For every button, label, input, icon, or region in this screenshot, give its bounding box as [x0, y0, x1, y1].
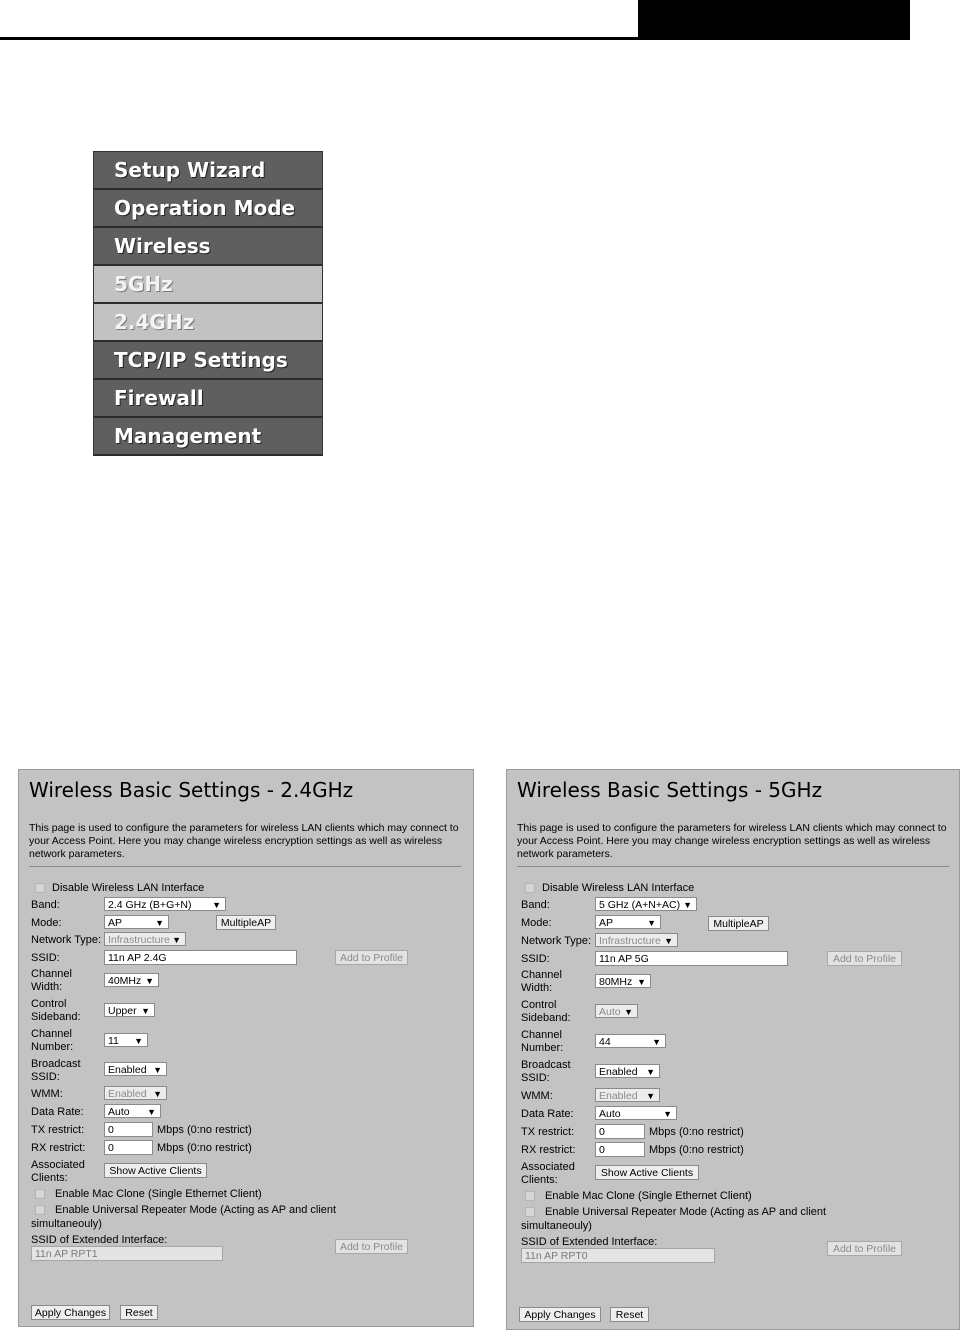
associated-clients-label-1: Associated — [31, 1159, 85, 1171]
mac-clone-checkbox[interactable] — [35, 1189, 45, 1199]
chevron-down-icon: ▼ — [134, 1036, 143, 1046]
header-tab — [638, 0, 910, 38]
multiple-ap-button[interactable]: MultipleAP — [216, 915, 276, 930]
associated-clients-label-1: Associated — [521, 1161, 575, 1173]
mode-select[interactable] — [595, 915, 661, 929]
band-select[interactable] — [104, 897, 226, 911]
chevron-down-icon: ▼ — [624, 1007, 633, 1017]
broadcast-ssid-label-2: SSID: — [31, 1071, 60, 1083]
sideband-label-2: Sideband: — [521, 1012, 571, 1024]
disable-wlan-checkbox[interactable] — [525, 883, 535, 893]
repeater-label-2: simultaneouly) — [521, 1220, 592, 1232]
extended-ssid-input[interactable]: 11n AP RPT0 — [521, 1248, 715, 1263]
extended-ssid-label: SSID of Extended Interface: — [521, 1236, 658, 1248]
data-rate-label: Data Rate: — [31, 1106, 84, 1118]
ssid-label: SSID: — [31, 952, 60, 964]
network-type-label: Network Type: — [31, 934, 102, 946]
sideband-label-1: Control — [31, 998, 67, 1010]
wmm-select[interactable] — [595, 1088, 660, 1102]
mode-label: Mode: — [521, 917, 552, 929]
channel-number-value: 44 — [599, 1036, 611, 1048]
chevron-down-icon: ▼ — [212, 900, 221, 910]
multiple-ap-button[interactable]: MultipleAP — [708, 916, 769, 931]
wmm-label: WMM: — [31, 1088, 63, 1100]
channel-width-select[interactable] — [104, 973, 159, 987]
band-select[interactable] — [595, 897, 697, 911]
page-description: This page is used to configure the parameters for wireless LAN clients which may connect to your Access Point. Here you may change wireless encryption settings as well as wireless network parameters. — [517, 822, 947, 860]
broadcast-ssid-label-1: Broadcast — [521, 1059, 571, 1071]
chevron-down-icon: ▼ — [155, 918, 164, 928]
add-to-profile-button[interactable]: Add to Profile — [335, 950, 408, 965]
sideband-select[interactable] — [595, 1004, 638, 1018]
menu-item-24ghz[interactable]: 2.4GHz — [94, 304, 322, 342]
band-value: 2.4 GHz (B+G+N) — [108, 899, 192, 911]
chevron-down-icon: ▼ — [683, 900, 692, 910]
chevron-down-icon: ▼ — [664, 936, 673, 946]
ssid-input[interactable]: 11n AP 5G — [595, 951, 788, 966]
chevron-down-icon: ▼ — [646, 1091, 655, 1101]
repeater-checkbox[interactable] — [525, 1207, 535, 1217]
channel-number-label-2: Number: — [521, 1042, 564, 1054]
rx-restrict-unit: Mbps (0:no restrict) — [649, 1144, 744, 1156]
sideband-select[interactable] — [104, 1003, 155, 1017]
extended-ssid-input[interactable]: 11n AP RPT1 — [31, 1246, 223, 1261]
chevron-down-icon: ▼ — [172, 935, 181, 945]
disable-wlan-label: Disable Wireless LAN Interface — [52, 882, 205, 894]
disable-wlan-label: Disable Wireless LAN Interface — [542, 882, 695, 894]
chevron-down-icon: ▼ — [652, 1037, 661, 1047]
reset-button[interactable]: Reset — [120, 1305, 158, 1320]
menu-item-firewall[interactable]: Firewall — [94, 380, 322, 418]
channel-width-value: 40MHz — [108, 975, 142, 987]
network-type-value: Infrastructure — [108, 934, 170, 946]
wmm-label: WMM: — [521, 1090, 553, 1102]
broadcast-ssid-label-1: Broadcast — [31, 1058, 81, 1070]
broadcast-ssid-select[interactable] — [104, 1062, 167, 1076]
data-rate-select[interactable] — [104, 1104, 161, 1118]
tx-restrict-input[interactable]: 0 — [595, 1124, 645, 1139]
page-title: Wireless Basic Settings - 5GHz — [517, 778, 823, 802]
associated-clients-label-2: Clients: — [521, 1174, 558, 1186]
associated-clients-label-2: Clients: — [31, 1172, 68, 1184]
add-to-profile-button[interactable]: Add to Profile — [827, 951, 902, 966]
network-type-select[interactable] — [595, 933, 678, 947]
broadcast-ssid-label-2: SSID: — [521, 1072, 550, 1084]
wmm-select[interactable] — [104, 1086, 167, 1100]
data-rate-label: Data Rate: — [521, 1108, 574, 1120]
chevron-down-icon: ▼ — [663, 1109, 672, 1119]
channel-width-select[interactable] — [595, 974, 651, 988]
show-active-clients-button[interactable]: Show Active Clients — [104, 1163, 207, 1178]
channel-width-value: 80MHz — [599, 976, 633, 988]
broadcast-ssid-value: Enabled — [599, 1066, 638, 1078]
sideband-label-1: Control — [521, 999, 557, 1011]
channel-number-value: 11 — [108, 1035, 119, 1047]
channel-number-label-2: Number: — [31, 1041, 74, 1053]
network-type-select[interactable] — [104, 932, 186, 946]
chevron-down-icon: ▼ — [145, 976, 154, 986]
mode-label: Mode: — [31, 917, 62, 929]
mode-value: AP — [108, 917, 123, 929]
band-label: Band: — [521, 899, 550, 911]
wireless-basic-panel-24ghz — [18, 769, 474, 1327]
apply-changes-button[interactable]: Apply Changes — [519, 1307, 601, 1322]
tx-restrict-label: TX restrict: — [521, 1126, 575, 1138]
menu-item-management[interactable]: Management — [94, 418, 322, 456]
extended-ssid-label: SSID of Extended Interface: — [31, 1234, 168, 1246]
tx-restrict-input[interactable]: 0 — [104, 1122, 153, 1137]
mode-select[interactable] — [104, 915, 169, 929]
mode-value: AP — [599, 917, 614, 929]
wmm-value: Enabled — [599, 1090, 638, 1102]
network-type-value: Infrastructure — [599, 935, 661, 947]
channel-width-label-2: Width: — [521, 982, 553, 994]
wmm-value: Enabled — [108, 1088, 147, 1100]
data-rate-value: Auto — [108, 1106, 130, 1118]
menu-item-operation-mode[interactable]: Operation Mode — [94, 190, 322, 228]
channel-width-label-1: Channel — [31, 968, 72, 980]
reset-button[interactable]: Reset — [610, 1307, 649, 1322]
repeater-label-2: simultaneouly) — [31, 1218, 102, 1230]
menu-item-tcpip-settings[interactable]: TCP/IP Settings — [94, 342, 322, 380]
mac-clone-checkbox[interactable] — [525, 1191, 535, 1201]
show-active-clients-button[interactable]: Show Active Clients — [595, 1165, 699, 1180]
tx-restrict-unit: Mbps (0:no restrict) — [649, 1126, 744, 1138]
chevron-down-icon: ▼ — [647, 918, 656, 928]
rx-restrict-input[interactable]: 0 — [104, 1140, 153, 1155]
data-rate-value: Auto — [599, 1108, 621, 1120]
band-label: Band: — [31, 899, 60, 911]
apply-changes-button[interactable]: Apply Changes — [31, 1305, 110, 1320]
band-value: 5 GHz (A+N+AC) — [599, 899, 681, 911]
rx-restrict-label: RX restrict: — [521, 1144, 576, 1156]
repeater-checkbox[interactable] — [35, 1205, 45, 1215]
divider — [29, 866, 461, 867]
broadcast-ssid-select[interactable] — [595, 1064, 660, 1078]
sideband-value: Upper — [108, 1005, 137, 1017]
mac-clone-label: Enable Mac Clone (Single Ethernet Client) — [545, 1190, 752, 1202]
channel-width-label-2: Width: — [31, 981, 63, 993]
add-to-profile-extended-button[interactable]: Add to Profile — [335, 1239, 408, 1254]
tx-restrict-unit: Mbps (0:no restrict) — [157, 1124, 252, 1136]
channel-number-label-1: Channel — [521, 1029, 562, 1041]
rx-restrict-input[interactable]: 0 — [595, 1142, 645, 1157]
chevron-down-icon: ▼ — [646, 1067, 655, 1077]
page-title: Wireless Basic Settings - 2.4GHz — [29, 778, 354, 802]
menu-item-setup-wizard[interactable]: Setup Wizard — [94, 152, 322, 190]
network-type-label: Network Type: — [521, 935, 592, 947]
repeater-label-1: Enable Universal Repeater Mode (Acting as AP and client — [545, 1206, 827, 1218]
menu-item-wireless[interactable]: Wireless — [94, 228, 322, 266]
disable-wlan-checkbox[interactable] — [35, 883, 45, 893]
chevron-down-icon: ▼ — [147, 1107, 156, 1117]
mac-clone-label: Enable Mac Clone (Single Ethernet Client) — [55, 1188, 262, 1200]
channel-number-select[interactable] — [104, 1033, 148, 1047]
chevron-down-icon: ▼ — [637, 977, 646, 987]
header-rule — [0, 37, 910, 40]
channel-width-label-1: Channel — [521, 969, 562, 981]
wireless-basic-panel-5ghz — [506, 769, 960, 1330]
channel-number-label-1: Channel — [31, 1028, 72, 1040]
rx-restrict-unit: Mbps (0:no restrict) — [157, 1142, 252, 1154]
divider — [517, 866, 949, 867]
repeater-label-1: Enable Universal Repeater Mode (Acting as AP and client — [55, 1204, 337, 1216]
page-description: This page is used to configure the parameters for wireless LAN clients which may connect to your Access Point. Here you may change wireless encryption settings as well as wireless network parameters. — [29, 822, 459, 860]
sideband-value: Auto — [599, 1006, 621, 1018]
tx-restrict-label: TX restrict: — [31, 1124, 85, 1136]
rx-restrict-label: RX restrict: — [31, 1142, 86, 1154]
sideband-label-2: Sideband: — [31, 1011, 81, 1023]
nav-menu — [93, 151, 323, 456]
ssid-input[interactable]: 11n AP 2.4G — [104, 950, 297, 965]
chevron-down-icon: ▼ — [141, 1006, 150, 1016]
broadcast-ssid-value: Enabled — [108, 1064, 147, 1076]
data-rate-select[interactable] — [595, 1106, 677, 1120]
ssid-label: SSID: — [521, 953, 550, 965]
chevron-down-icon: ▼ — [153, 1065, 162, 1075]
chevron-down-icon: ▼ — [153, 1089, 162, 1099]
add-to-profile-extended-button[interactable]: Add to Profile — [827, 1241, 902, 1256]
channel-number-select[interactable] — [595, 1034, 666, 1048]
menu-item-5ghz[interactable]: 5GHz — [94, 266, 322, 304]
